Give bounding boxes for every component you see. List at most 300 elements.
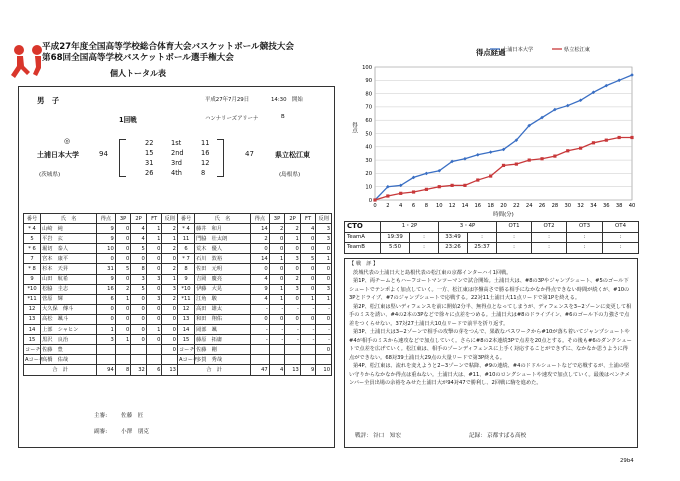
free-throws: - (300, 304, 316, 314)
fouls: 0 (162, 304, 178, 314)
fouls: - (316, 325, 332, 335)
three-pointers (115, 345, 131, 355)
two-pointers: - (285, 335, 301, 345)
reporter-label: 戦評： (355, 433, 372, 439)
two-pointers: 1 (285, 234, 301, 244)
table-row (24, 304, 332, 314)
game-date: 平成27年7月29日 (205, 97, 250, 103)
quarter-score-b: 16 (201, 149, 210, 157)
total-fouls: 13 (162, 365, 178, 375)
cto-column-header: OT2 (532, 222, 567, 233)
table-row (24, 254, 332, 264)
two-pointers: 8 (131, 264, 147, 274)
data-point (412, 190, 415, 193)
jersey-number: Aコーチ (24, 355, 41, 365)
fouls: 0 (316, 314, 332, 324)
player-name: 高橋 佑哉 (41, 355, 97, 365)
three-pointers: - (269, 304, 285, 314)
quarter-score-b: 12 (201, 159, 210, 167)
recorder-label: 記録： (469, 433, 486, 439)
y-tick-label: 20 (365, 171, 372, 178)
y-tick-label: 30 (365, 157, 372, 164)
x-tick-label: 36 (602, 203, 610, 209)
data-point (438, 185, 441, 188)
cto-time: 5:50 (381, 243, 410, 254)
three-pointers (269, 355, 285, 365)
cto-time: 23:26 (439, 243, 468, 254)
winner-mark: ◎ (64, 137, 71, 145)
three-pointers: 0 (269, 314, 285, 324)
fouls (316, 355, 332, 365)
fouls: 3 (316, 234, 332, 244)
points: 14 (251, 224, 270, 234)
points: - (251, 335, 270, 345)
totals-row (24, 365, 332, 375)
cto-column-header: 1・2P (381, 222, 439, 233)
page-number: 29b4 (620, 458, 634, 464)
fouls: - (316, 335, 332, 345)
points: 3 (97, 335, 116, 345)
jersey-number: 14 (177, 325, 194, 335)
points: 14 (251, 254, 270, 264)
player-name: 大久保 傳斗 (41, 304, 97, 314)
player-name: 杉本 天昇 (41, 264, 97, 274)
commentary-box (344, 258, 638, 448)
data-point (566, 149, 569, 152)
three-pointers: 2 (269, 224, 285, 234)
quarter-score-a: 31 (145, 159, 154, 167)
cto-time: : (410, 243, 439, 254)
three-pointers: - (269, 335, 285, 345)
data-point (399, 192, 402, 195)
totals-label: 合 計 (24, 365, 97, 375)
three-pointers: 0 (115, 325, 131, 335)
total-two-pointers: 32 (131, 365, 147, 375)
column-header: 3P (115, 214, 131, 224)
player-name: 菅原 輝 (41, 294, 97, 304)
total-free-throws: 6 (146, 365, 162, 375)
points: 0 (251, 264, 270, 274)
free-throws: 1 (146, 325, 162, 335)
column-header: 氏 名 (195, 214, 251, 224)
box-score-table (23, 213, 332, 376)
two-pointers: 0 (131, 304, 147, 314)
free-throws: 0 (146, 244, 162, 254)
fouls: 0 (162, 254, 178, 264)
fouls: 1 (162, 274, 178, 284)
data-point (515, 162, 518, 165)
free-throws: 0 (146, 314, 162, 324)
three-pointers: 1 (269, 254, 285, 264)
x-tick-label: 16 (474, 203, 482, 209)
free-throws: 3 (146, 274, 162, 284)
x-tick-label: 14 (461, 203, 469, 209)
free-throws: 0 (300, 314, 316, 324)
x-tick-label: 4 (399, 203, 403, 209)
jersey-number: 7 (24, 254, 41, 264)
free-throws: 0 (146, 264, 162, 274)
player-name: 荒木 優人 (195, 244, 251, 254)
table-row (24, 264, 332, 274)
player-name: 岡部 颯 (195, 325, 251, 335)
column-header: 番号 (177, 214, 194, 224)
cto-time: : (567, 243, 603, 254)
total-three-pointers: 4 (269, 365, 285, 375)
table-row (24, 284, 332, 294)
points: 1 (97, 325, 116, 335)
two-pointers: 0 (131, 335, 147, 345)
free-throws (300, 355, 316, 365)
data-point (540, 157, 543, 160)
x-tick-label: 24 (525, 203, 533, 209)
jersey-number: Aコーチ (177, 355, 194, 365)
points: 0 (97, 254, 116, 264)
fouls: 0 (162, 345, 178, 355)
player-name: 石川 敦裕 (195, 254, 251, 264)
points: 9 (97, 224, 116, 234)
points: 0 (251, 244, 270, 254)
quarter-label: 3rd (171, 159, 182, 167)
points: 9 (97, 274, 116, 284)
two-pointers: 4 (131, 224, 147, 234)
totals-label: 合 計 (177, 365, 250, 375)
team-a-prefecture: (茨城県) (39, 172, 61, 178)
points: 9 (97, 234, 116, 244)
team-b-name: 県立松江東 (275, 151, 310, 159)
points: 9 (251, 284, 270, 294)
fouls: 0 (316, 274, 332, 284)
free-throws: 0 (146, 254, 162, 264)
gender-label: 男 子 (37, 96, 60, 105)
free-throws: 0 (300, 234, 316, 244)
x-tick-label: 26 (538, 203, 546, 209)
player-name: 江角 駿 (195, 294, 251, 304)
free-throws: - (300, 335, 316, 345)
data-point (476, 178, 479, 181)
team-a-name: 土浦日本大学 (37, 151, 79, 159)
y-tick-label: 70 (365, 104, 372, 111)
column-header: FT (300, 214, 316, 224)
points (251, 355, 270, 365)
three-pointers (269, 345, 285, 355)
two-pointers: 0 (285, 244, 301, 254)
cto-time: : (497, 232, 532, 243)
two-pointers: 0 (285, 264, 301, 274)
three-pointers: - (269, 325, 285, 335)
player-name: 宮本 康平 (41, 254, 97, 264)
two-pointers (131, 345, 147, 355)
fouls: 0 (316, 345, 332, 355)
total-two-pointers: 13 (285, 365, 301, 375)
table-row (24, 335, 332, 345)
player-name: 堀切 泰人 (41, 244, 97, 254)
team-b-total: 47 (245, 150, 254, 158)
cto-time: : (532, 232, 567, 243)
commentary-paragraph: 第4P、松江東は、流れを変えようと2−3ゾーンで粘降、#9の連続、#4のドドルシュートなどで応戦するが、土浦の堅い守りからなかなか得点は重ねない。土浦日大は、#11、#10のロングシュートや速攻で加点していく。最後はベンチメンバー全員出場の余裕をみせた土浦日大が94対47で勝利し、2回戦に駒を進めた。 (349, 363, 630, 386)
game-time: 14:30 開始 (271, 97, 303, 103)
x-tick-label: 32 (577, 203, 584, 209)
commentary-paragraph: 茨城代表の土浦日大と島根代表の松江東の京都インターハイ1回戦。 (353, 269, 512, 276)
jersey-number: * 4 (24, 224, 41, 234)
three-pointers: 2 (115, 284, 131, 294)
y-tick-label: 90 (365, 78, 372, 85)
free-throws: 3 (146, 294, 162, 304)
x-tick-label: 38 (615, 203, 623, 209)
jersey-number: * 8 (24, 264, 41, 274)
x-tick-label: 20 (500, 203, 507, 209)
x-tick-label: 28 (551, 203, 559, 209)
jersey-number: 8 (177, 264, 194, 274)
data-point (502, 164, 505, 167)
jersey-number: コーチ (177, 345, 194, 355)
cto-time: : (603, 243, 639, 254)
three-pointers (115, 355, 131, 365)
cto-column-header: 3・4P (439, 222, 497, 233)
cto-column-header: OT1 (497, 222, 532, 233)
two-pointers: 0 (131, 294, 147, 304)
free-throws: 5 (300, 254, 316, 264)
data-point (425, 188, 428, 191)
table-row (24, 244, 332, 254)
fouls: 3 (316, 224, 332, 234)
cto-column-header: OT3 (567, 222, 603, 233)
x-tick-label: 12 (448, 203, 456, 209)
quarter-score-a: 26 (145, 169, 154, 177)
quarter-score-a: 22 (145, 139, 154, 147)
points (97, 355, 116, 365)
column-header: 反則 (162, 214, 178, 224)
player-name: 平岩 玄 (41, 234, 97, 244)
three-pointers: 5 (115, 264, 131, 274)
round-label: 1回戦 (119, 116, 137, 124)
quarter-score-b: 8 (201, 169, 206, 177)
player-name: 高田 雄太 (195, 304, 251, 314)
points: 0 (97, 314, 116, 324)
cto-table (344, 221, 639, 254)
three-pointers: 0 (115, 224, 131, 234)
cto-row (345, 232, 639, 243)
jersey-number: *10 (24, 284, 41, 294)
column-header: 反則 (316, 214, 332, 224)
x-tick-label: 30 (564, 203, 572, 209)
fouls: 3 (162, 284, 178, 294)
two-pointers: 0 (285, 294, 301, 304)
y-tick-label: 0 (368, 197, 372, 204)
points: - (251, 304, 270, 314)
data-point (489, 174, 492, 177)
tournament-logo-icon (7, 42, 45, 84)
fouls: 2 (162, 224, 178, 234)
three-pointers: 1 (269, 284, 285, 294)
cto-time: : (410, 232, 439, 243)
x-axis-label: 時間(分) (493, 212, 514, 218)
two-pointers: 0 (131, 254, 147, 264)
three-pointers: 0 (115, 274, 131, 284)
fouls: 0 (316, 264, 332, 274)
cto-row (345, 243, 639, 254)
jersey-number: 14 (24, 325, 41, 335)
two-pointers: 5 (131, 244, 147, 254)
x-tick-label: 22 (513, 203, 520, 209)
two-pointers: 0 (131, 314, 147, 324)
cto-time: 25:37 (468, 243, 497, 254)
jersey-number: 6 (177, 244, 194, 254)
points: 6 (97, 294, 116, 304)
cto-team: TeamA (345, 232, 381, 243)
document-header (42, 42, 294, 79)
legend-entry: 土浦日本大学 (502, 47, 534, 53)
fouls: 2 (162, 264, 178, 274)
total-points: 94 (97, 365, 116, 375)
player-name: 多賀 秀哉 (195, 355, 251, 365)
column-header: 2P (285, 214, 301, 224)
data-point (630, 136, 633, 139)
two-pointers: 2 (285, 274, 301, 284)
three-pointers: 1 (269, 294, 285, 304)
quarter-bracket-right (217, 139, 224, 177)
table-row (24, 355, 332, 365)
commentary-paragraph: 第3P、土浦日大は3−2ゾーンで相手の攻撃の芽をつんで、果敢なパスワークから#10が落ち着いてジャンプシュートや#4が相手のミスから速攻などで加点していく。さらに#8の2本連続3Pで点差を20点とする。その後も#6のダンクシュートで点差を広げていく。松江東は、相手のゾーンディフェンスに上手く対応することができずに、なかなか思うように得点ができない。68対39土浦日大29点の大量リードで第3P終える。 (349, 329, 632, 361)
fouls: 1 (316, 254, 332, 264)
free-throws: 0 (300, 264, 316, 274)
column-header: FT (146, 214, 162, 224)
score-progress-chart (342, 40, 642, 222)
team-a-total: 94 (99, 150, 108, 158)
two-pointers: 0 (285, 314, 301, 324)
jersey-number: *11 (177, 294, 194, 304)
two-pointers: 3 (285, 284, 301, 294)
cto-time: 19:39 (381, 232, 410, 243)
column-header: 得点 (97, 214, 116, 224)
jersey-number: 12 (24, 304, 41, 314)
quarter-score-a: 15 (145, 149, 154, 157)
fouls (162, 355, 178, 365)
table-row (24, 294, 332, 304)
free-throws: 0 (300, 274, 316, 284)
jersey-number: *10 (177, 284, 194, 294)
three-pointers: 0 (115, 244, 131, 254)
recorder-name: 京都すばる高校 (487, 433, 527, 439)
fouls: 0 (316, 244, 332, 254)
points: 2 (251, 234, 270, 244)
two-pointers (131, 355, 147, 365)
jersey-number: * 4 (177, 224, 194, 234)
points: 4 (251, 274, 270, 284)
points: - (251, 325, 270, 335)
fouls: 2 (162, 294, 178, 304)
commentary-heading: 【 戦 評 】 (349, 261, 379, 267)
jersey-number: 11 (177, 234, 194, 244)
fouls: 1 (162, 234, 178, 244)
table-row (24, 234, 332, 244)
column-header: 2P (131, 214, 147, 224)
two-pointers (285, 345, 301, 355)
cto-time: : (532, 243, 567, 254)
data-point (528, 159, 531, 162)
two-pointers: 3 (131, 274, 147, 284)
free-throws: 0 (146, 284, 162, 294)
cto-time: : (567, 232, 603, 243)
quarter-bracket-left (119, 139, 126, 177)
free-throws: 1 (146, 224, 162, 234)
header-line3: 個人トータル表 (110, 69, 166, 78)
x-tick-label: 34 (590, 203, 597, 209)
y-axis-label: 得点 (351, 121, 357, 134)
y-tick-label: 10 (365, 184, 372, 191)
free-throws (146, 345, 162, 355)
cto-time: : (497, 243, 532, 254)
column-header: 番号 (24, 214, 41, 224)
free-throws: 0 (146, 335, 162, 345)
data-point (463, 184, 466, 187)
data-point (618, 136, 621, 139)
free-throws: 1 (300, 294, 316, 304)
two-pointers: 4 (131, 234, 147, 244)
jersey-number: 5 (24, 234, 41, 244)
free-throws: 1 (146, 234, 162, 244)
fouls: 0 (162, 325, 178, 335)
fouls: 3 (316, 284, 332, 294)
player-name: 高松 颯斗 (41, 314, 97, 324)
quarter-label: 1st (171, 139, 182, 147)
free-throws: 4 (300, 224, 316, 234)
chart-title: 得点経過 (476, 48, 506, 57)
player-name: 山田 航希 (41, 274, 97, 284)
points (97, 345, 116, 355)
cto-time: : (603, 232, 639, 243)
commentary-body (345, 269, 637, 388)
two-pointers: - (285, 304, 301, 314)
quarter-label: 4th (171, 169, 182, 177)
y-tick-label: 40 (365, 144, 372, 151)
free-throws: 0 (300, 244, 316, 254)
data-point (386, 194, 389, 197)
y-tick-label: 100 (362, 64, 372, 71)
two-pointers (285, 355, 301, 365)
jersey-number: * 6 (24, 244, 41, 254)
column-header: 得点 (251, 214, 270, 224)
player-name: 和田 翔佑 (195, 314, 251, 324)
fouls: 0 (162, 335, 178, 345)
jersey-number: 12 (177, 304, 194, 314)
points: 0 (97, 304, 116, 314)
team-b-prefecture: (島根県) (279, 172, 301, 178)
reporter-name: 谷口 知宏 (373, 433, 401, 439)
header-line2: 第68回全国高等学校バスケットボール選手権大会 (42, 53, 234, 63)
table-row (24, 314, 332, 324)
quarter-score-b: 11 (201, 139, 210, 147)
fouls: 2 (162, 244, 178, 254)
three-pointers: 0 (269, 234, 285, 244)
three-pointers: 0 (115, 314, 131, 324)
points: 4 (251, 294, 270, 304)
cto-column-header: OT4 (603, 222, 639, 233)
points: 0 (251, 314, 270, 324)
free-throws (146, 355, 162, 365)
umpire-name: 小澤 朋克 (121, 429, 149, 435)
three-pointers: 0 (115, 254, 131, 264)
commentary-paragraph: 第1P、両チームともハーフコートマンツーマンで試合開始。土浦日大は、#8の3Pやジャンプシュート、#5のゴール下シュートでテンポよく加点していく。一方、松江東は序盤高さで勝る相手になかなか得点できない時間が続くが、#10の3Pとドライブ、#7のジャンプシュートで応戦する。22対11土浦日大11点リードで第1Pを終える。 (349, 278, 630, 301)
table-row (24, 274, 332, 284)
header-line1: 平成27年度全国高等学校総合体育大会バスケットボール競技大会 (42, 42, 294, 52)
jersey-number: 15 (24, 335, 41, 345)
total-three-pointers: 8 (115, 365, 131, 375)
three-pointers: 0 (269, 264, 285, 274)
data-point (553, 155, 556, 158)
points: 16 (97, 284, 116, 294)
two-pointers: 5 (131, 284, 147, 294)
cto-column-header: CTO (345, 222, 381, 233)
